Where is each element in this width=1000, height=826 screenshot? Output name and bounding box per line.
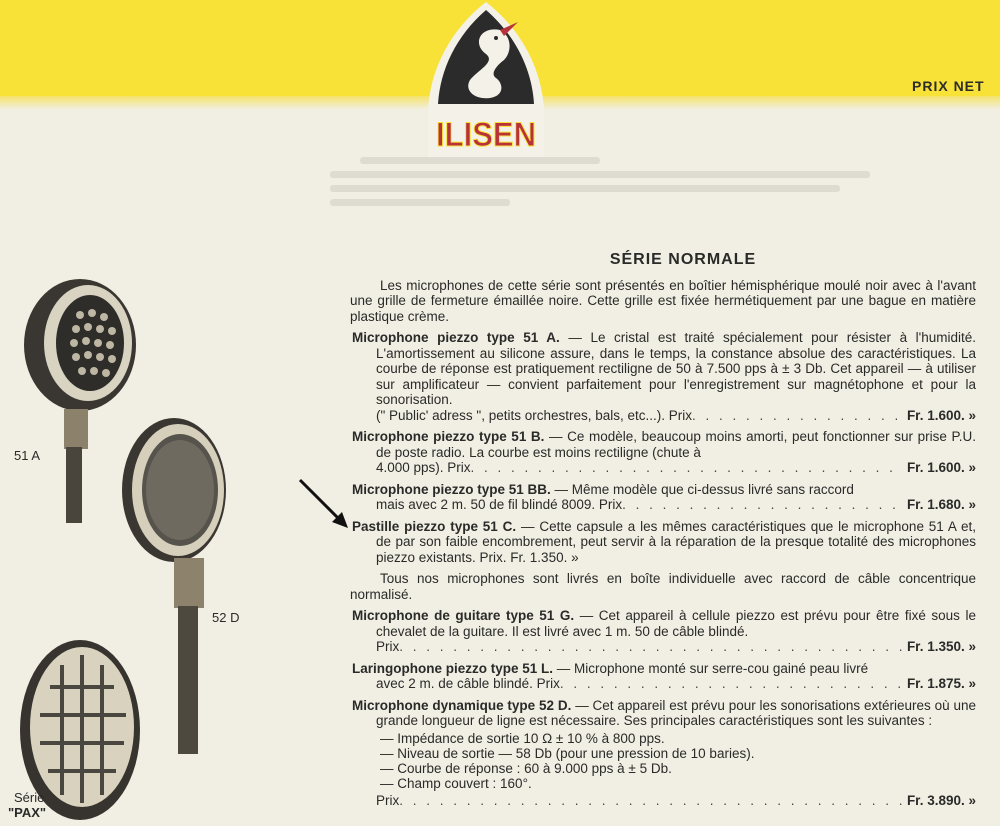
show-through-text — [330, 150, 930, 210]
entry-51a — [350, 330, 976, 423]
entry-title: Microphone de guitare type 51 G. — [352, 608, 575, 623]
label-51a: 51 A — [14, 448, 41, 463]
entry-text: — Cet appareil est prévu pour les sonorisations extérieures où une grande longueur de ligne est nécessaire. Ses principales caractéristiques sont les suivantes : — [376, 697, 976, 728]
entry-text: — Cette capsule a les mêmes caractéristiques que le microphone 51 A et, de par son faible encombrement, peut servir à la réparation de la presque totalité des microphones piezzo existants. Prix. Fr. 1.350. » — [376, 518, 976, 565]
entry-text: — Cet appareil à cellule piezzo est prévu pour être fixé sous le chevalet de la guitare. Il est livré avec 1 m. 50 de câble blindé. — [376, 608, 976, 639]
feature-item: — Courbe de réponse : 60 à 9.000 pps à ± 5 Db. — [380, 760, 672, 776]
price: Fr. 1.600. » — [906, 407, 976, 423]
entry-51c — [350, 519, 976, 566]
entry-51bb — [350, 482, 976, 513]
entry-52d — [350, 698, 976, 809]
packaging-note: Tous nos microphones sont livrés en boîte individuelle avec raccord de câble concentrique normalisé. — [350, 571, 976, 602]
entry-title: Microphone dynamique type 52 D. — [352, 697, 572, 713]
entry-text: — Même modèle que ci-dessus livré sans raccord — [550, 481, 854, 497]
entry-text: — Le cristal est traité spécialement pour résister à l'humidité. L'amortissement au silicone assure, dans le temps, la constance absolue des caractéristiques. La courbe de réponse est pratiquement rectiligne de 50 à 7.500 pps à ± 3 Db. Cet appareil — à utiliser sur amplificateur — convient parfaitement pour l'enregistrement sur magnétophone et pour la sonorisation. — [376, 330, 976, 407]
price: Fr. 3.890. » — [906, 792, 976, 808]
entry-51g — [350, 608, 976, 655]
prix-line: Prix — [376, 792, 400, 808]
price: Fr. 1.680. » — [906, 497, 976, 512]
feature-list — [350, 731, 976, 791]
feature-item: — Impédance de sortie 10 Ω ± 10 % à 800 pps. — [380, 730, 665, 746]
price: Fr. 1.350. » — [906, 639, 976, 654]
entry-title: Microphone piezzo type 51 A. — [352, 330, 560, 345]
label-pax: "PAX" — [8, 805, 47, 820]
entry-title: Microphone piezzo type 51 B. — [352, 429, 545, 444]
entry-51l — [350, 661, 976, 692]
entry-title: Microphone piezzo type 51 BB. — [352, 481, 551, 497]
label-serie: Série — [14, 790, 45, 805]
entry-51b — [350, 429, 976, 476]
entry-text: — Ce modèle, beaucoup moins amorti, peut fonctionner sur prise P.U. de poste radio. La courbe est moins rectiligne (chute à — [376, 429, 977, 460]
pointer-arrow — [296, 476, 352, 532]
entry-title: Laringophone piezzo type 51 L. — [352, 660, 554, 676]
brand-text: ILISEN — [436, 116, 536, 154]
intro-paragraph: Les microphones de cette série sont présentés en boîtier hémisphérique moulé noir avec à l'avant une grille de fermeture émaillée noire. Cette grille est fixée hermétiquement par une bague en matière plastique crème. — [350, 277, 976, 324]
label-52d: 52 D — [212, 610, 240, 625]
section-heading: SÉRIE NORMALE — [609, 251, 757, 268]
feature-item: — Champ couvert : 160°. — [380, 775, 532, 791]
entry-title: Pastille piezzo type 51 C. — [352, 518, 517, 534]
feature-item: — Niveau de sortie — 58 Db (pour une pression de 10 baries). — [380, 745, 755, 761]
catalog-text — [350, 252, 976, 814]
prix-line: mais avec 2 m. 50 de fil blindé 8009. Prix — [376, 497, 623, 512]
prix-net-label: PRIX NET — [912, 78, 985, 94]
price: Fr. 1.600. » — [906, 460, 976, 475]
prix-line: Prix — [376, 639, 400, 654]
prix-line: (" Public' adress ", petits orchestres, bals, etc...). Prix — [376, 407, 693, 423]
prix-line: avec 2 m. de câble blindé. Prix — [376, 676, 560, 691]
entry-text: — Microphone monté sur serre-cou gainé peau livré — [553, 660, 869, 676]
prix-line: 4.000 pps). Prix — [376, 460, 471, 475]
price: Fr. 1.875. » — [906, 676, 976, 691]
ilisen-logo — [420, 0, 552, 160]
